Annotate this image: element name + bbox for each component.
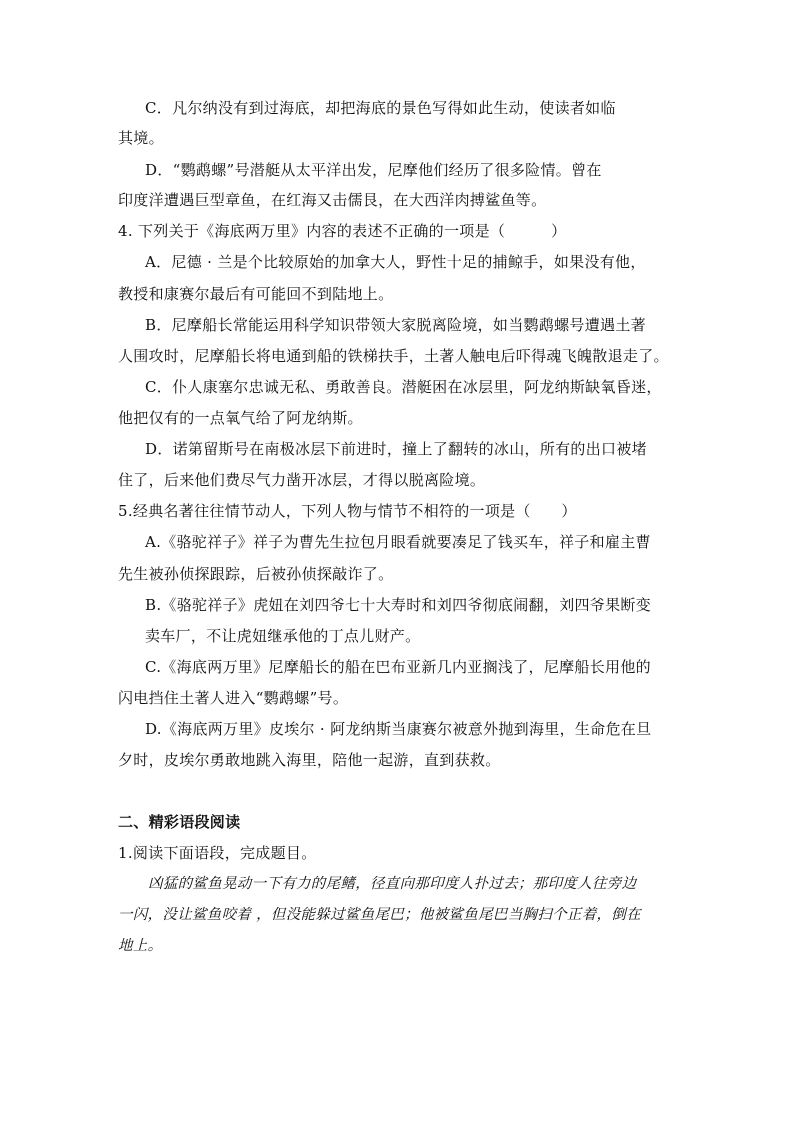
option-5b-line2: 卖车厂，不让虎妞继承他的丁点儿财产。 — [145, 627, 421, 645]
passage-line2: 一闪，没让鲨鱼咬着 ，但没能躲过鲨鱼尾巴；他被鲨鱼尾巴当胸扫个正着，倒在 — [118, 907, 641, 923]
option-5a-line1: A.《骆驼祥子》祥子为曹先生拉包月眼看就要凑足了钱买车，祥子和雇主曹 — [145, 533, 651, 551]
option-5d-line2: 夕时，皮埃尔勇敢地跳入海里，陪他一起游，直到获救。 — [118, 751, 501, 769]
option-4c-line2: 他把仅有的一点氧气给了阿龙纳斯。 — [118, 409, 363, 427]
option-5d-line1: D.《海底两万里》皮埃尔 · 阿龙纳斯当康赛尔被意外抛到海里，生命危在旦 — [145, 720, 652, 738]
option-4b-line2: 人围攻时，尼摩船长将电通到船的铁梯扶手，土著人触电后吓得魂飞魄散退走了。 — [118, 347, 669, 365]
option-4b-line1: B．尼摩船长常能运用科学知识带领大家脱离险境，如当鹦鹉螺号遭遇土著 — [145, 316, 646, 334]
question-5: 5.经典名著往往情节动人，下列人物与情节不相符的一项是（ ） — [118, 502, 577, 520]
reading-question: 1.阅读下面语段，完成题目。 — [118, 844, 317, 862]
option-5a-line2: 先生被孙侦探跟踪，后被孙侦探敲诈了。 — [118, 565, 394, 583]
option-4a-line1: A．尼德 · 兰是个比较原始的加拿大人，野性十足的捕鲸手，如果没有他， — [145, 253, 646, 271]
option-3d-line2: 印度洋遭遇巨型章鱼，在红海又击儒艮，在大西洋肉搏鲨鱼等。 — [118, 191, 547, 209]
section-title: 二、精彩语段阅读 — [118, 813, 241, 831]
option-3c-line2: 其境。 — [118, 129, 164, 147]
option-3d-line1: D．“鹦鹉螺”号潜艇从太平洋出发，尼摩他们经历了很多险情。曾在 — [145, 161, 602, 179]
option-4d-line2: 住了，后来他们费尽气力凿开冰层，才得以脱离险境。 — [118, 471, 486, 489]
option-5c-line1: C.《海底两万里》尼摩船长的船在巴布亚新几内亚搁浅了，尼摩船长用他的 — [145, 658, 651, 676]
option-4a-line2: 教授和康赛尔最后有可能回不到陆地上。 — [118, 285, 394, 303]
passage-line3: 地上。 — [118, 938, 163, 954]
passage-line1: 凶猛的鲨鱼晃动一下有力的尾鳍，径直向那印度人扑过去；那印度人往旁边 — [148, 876, 637, 892]
question-4: 4. 下列关于《海底两万里》内容的表述不正确的一项是（ ） — [118, 222, 567, 240]
option-4c-line1: C．仆人康塞尔忠诚无私、勇敢善良。潜艇困在冰层里，阿龙纳斯缺氧昏迷， — [145, 378, 662, 396]
option-5b-line1: B.《骆驼祥子》虎妞在刘四爷七十大寿时和刘四爷彻底闹翻，刘四爷果断变 — [145, 596, 651, 614]
option-5c-line2: 闪电挡住土著人进入“鹦鹉螺”号。 — [118, 689, 349, 707]
option-3c-line1: C．凡尔纳没有到过海底，却把海底的景色写得如此生动，使读者如临 — [145, 99, 616, 117]
option-4d-line1: D．诺第留斯号在南极冰层下前进时，撞上了翻转的冰山，所有的出口被堵 — [145, 440, 647, 458]
